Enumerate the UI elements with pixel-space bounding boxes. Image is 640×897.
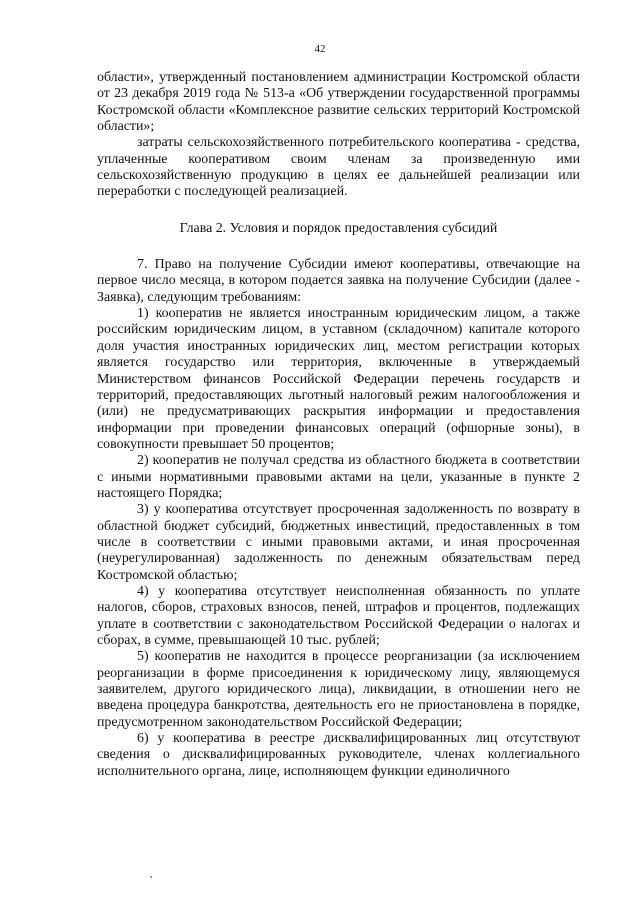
chapter-heading: Глава 2. Условия и порядок предоставления субсидий xyxy=(179,220,498,236)
paragraph-item-7: 7. Право на получение Субсидии имеют кооперативы, отвечающие на первое число месяца, в котором подается заявка на получение Субсидии (далее - Заявка), следующим требованиям: xyxy=(97,257,580,305)
paragraph-subitem-3: 3) у кооператива отсутствует просроченная задолженность по возврату в областной бюджет субсидий, бюджетных инвестиций, предоставленных в том числе в соответствии с иными правовыми актами, и иная просроченная (неурегулированная) задолженность по денежным обязательствам перед Костромской областью; xyxy=(97,502,580,583)
paragraph-subitem-6: 6) у кооператива в реестре дисквалифицированных лиц отсутствуют сведения о дисквалифицированных руководителе, членах коллегиального исполнительного органа, лице, исполняющем функции единоличного xyxy=(97,731,580,779)
paragraph-costs-definition: затраты сельскохозяйственного потребительского кооператива - средства, уплаченные кооперативом своим членам за произведенную ими сельскохозяйственную продукцию в целях ее дальнейшей реализации или переработки с последующей реализацией. xyxy=(97,135,580,200)
document-body xyxy=(97,70,580,780)
page-number: 42 xyxy=(314,43,326,55)
paragraph-subitem-4: 4) у кооператива отсутствует неисполненная обязанность по уплате налогов, сборов, страховых взносов, пеней, штрафов и процентов, подлежащих уплате в соответствии с законодательством Российской Федерации о налогах и сборах, в сумме, превышающей 10 тыс. рублей; xyxy=(97,583,580,648)
paragraph-subitem-2: 2) кооператив не получал средства из областного бюджета в соответствии с иными нормативными правовыми актами на цели, указанные в пункте 2 настоящего Порядка; xyxy=(97,453,580,501)
paragraph-subitem-1: 1) кооператив не является иностранным юридическим лицом, а также российским юридическим лицом, в уставном (складочном) капитале которого доля участия иностранных юридических лиц, местом регистрации которых является государство или территория, включенные в утверждаемый Министерством финансов Российской Федерации перечень государств и территорий, предоставляющих льготный налоговый режим налогообложения и (или) не предусматривающих раскрытия информации и предоставления информации при проведении финансовых операций (офшорные зоны), в совокупности превышает 50 процентов; xyxy=(97,306,580,452)
paragraph-continuation: области», утвержденный постановлением администрации Костромской области от 23 декабря 2019 года № 513-а «Об утверждении государственной программы Костромской области «Комплексное развитие сельских территорий Костромской области»; xyxy=(97,70,580,135)
scan-speck xyxy=(150,876,152,878)
paragraph-subitem-5: 5) кооператив не находится в процессе реорганизации (за исключением реорганизации в форме присоединения к юридическому лицу, являющемуся заявителем, другого юридического лица), ликвидации, в отношении него не введена процедура банкротства, деятельность его не приостановлена в порядке, предусмотренном законодательством Российской Федерации; xyxy=(97,649,580,730)
